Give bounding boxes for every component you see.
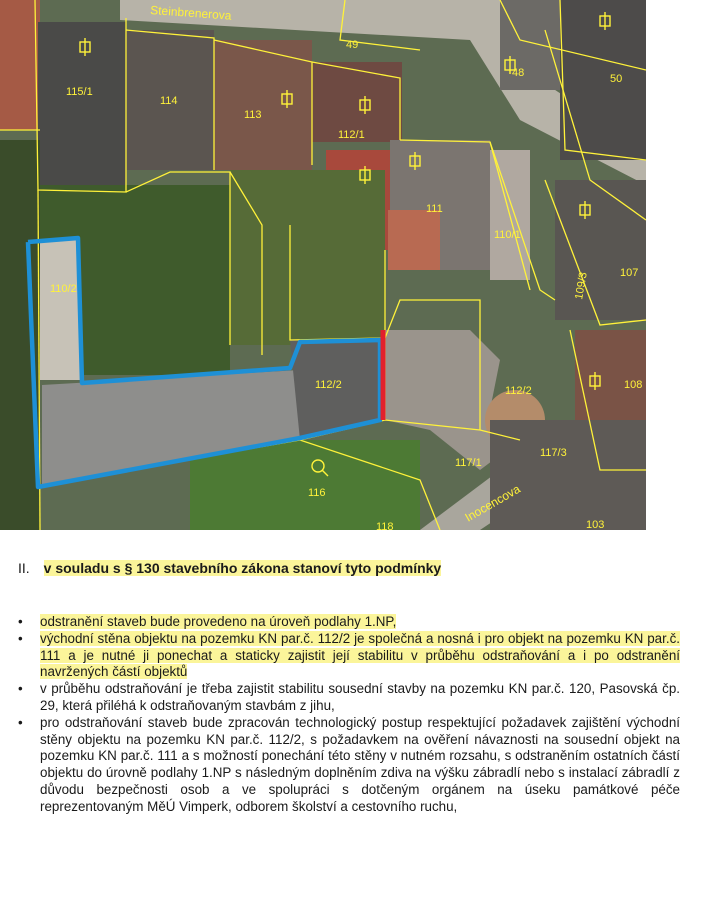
roof (214, 40, 312, 170)
roof (40, 240, 80, 380)
parcel-label: 107 (620, 267, 639, 279)
street-label-bottom: Inocencova (462, 481, 523, 525)
bullet-icon: • (18, 681, 23, 697)
section-title: v souladu s § 130 stavebního zákona stanoví tyto podmínky (43, 560, 442, 576)
condition-text: odstranění staveb bude provedeno na úroveň podlahy 1.NP, (40, 614, 397, 629)
garden (230, 170, 385, 345)
bullet-icon: • (18, 714, 23, 730)
bullet-icon: • (18, 614, 23, 629)
roof (0, 0, 40, 130)
parcel-label: 117/3 (540, 447, 567, 459)
parcel-label: 112/2 (315, 379, 342, 391)
condition-text: v průběhu odstraňování je třeba zajistit stabilitu sousední stavby na pozemku KN par.č. 120, Pasovská čp. 29, která přiléhá k odstraňovaným stavbám z jihu, (40, 681, 680, 713)
condition-item (18, 681, 680, 715)
roof (560, 0, 646, 160)
section-heading (18, 560, 441, 576)
bullet-icon: • (18, 630, 23, 646)
condition-item (18, 614, 680, 631)
parcel-label: 114 (160, 95, 178, 107)
parcel-label: 112/1 (338, 129, 365, 141)
condition-text: pro odstraňování staveb bude zpracován technologický postup respektující požadavek zajištění východní stěny objektu na pozemku KN par.č. 112/2, s požadavkem na ověření návaznosti na sousední objekt na pozemku KN par.č. 111 a s možností ponechání této stěny v nutném rozsahu, s odstraněním ostatních částí objektu do úrovně podlahy 1.NP s následným doplněním zdiva na výšku zábradlí nebo s instalací zábradlí z důvodu bezpečnosti osob a ve spolupráci s dotčeným orgánem na úseku památkové péče reprezentovaným MěÚ Vimperk, odborem školství a cestovního ruchu, (40, 714, 680, 814)
condition-text: východní stěna objektu na pozemku KN par.č. 112/2 je společná a nosná i pro objekt na pozemku KN par.č. 111 a je nutné ji ponechat a staticky zajistit její stabilitu v průběhu odstraňování a i po odstranění navržených částí objektů (40, 630, 680, 680)
parcel-label: 103 (586, 519, 605, 530)
roof (490, 420, 646, 530)
parcel-label: 110/2 (50, 283, 77, 295)
parcel-label: 48 (512, 67, 525, 79)
parcel-label: 116 (308, 487, 326, 499)
roof (38, 22, 126, 190)
parcel-label: 110/1 (494, 229, 521, 241)
street-label-top: Steinbrenerova (149, 3, 232, 23)
parcel-label: 111 (426, 203, 443, 215)
condition-item (18, 715, 680, 816)
parcel-label: 50 (610, 73, 623, 85)
conditions-list (18, 614, 680, 816)
roof (388, 210, 440, 270)
parcel-label: 113 (244, 109, 262, 121)
parcel-label: 108 (624, 379, 643, 391)
parcel-label: 109/3 (573, 271, 590, 301)
roof (500, 0, 560, 90)
condition-item (18, 631, 680, 681)
parcel-label: 112/2 (505, 385, 532, 397)
parcel-label: 115/1 (66, 86, 93, 98)
roof (555, 180, 646, 320)
parcel-label: 49 (346, 39, 359, 51)
parcel-label: 117/1 (455, 457, 482, 469)
section-number: II. (18, 560, 30, 576)
parcel-label: 118 (376, 521, 394, 530)
